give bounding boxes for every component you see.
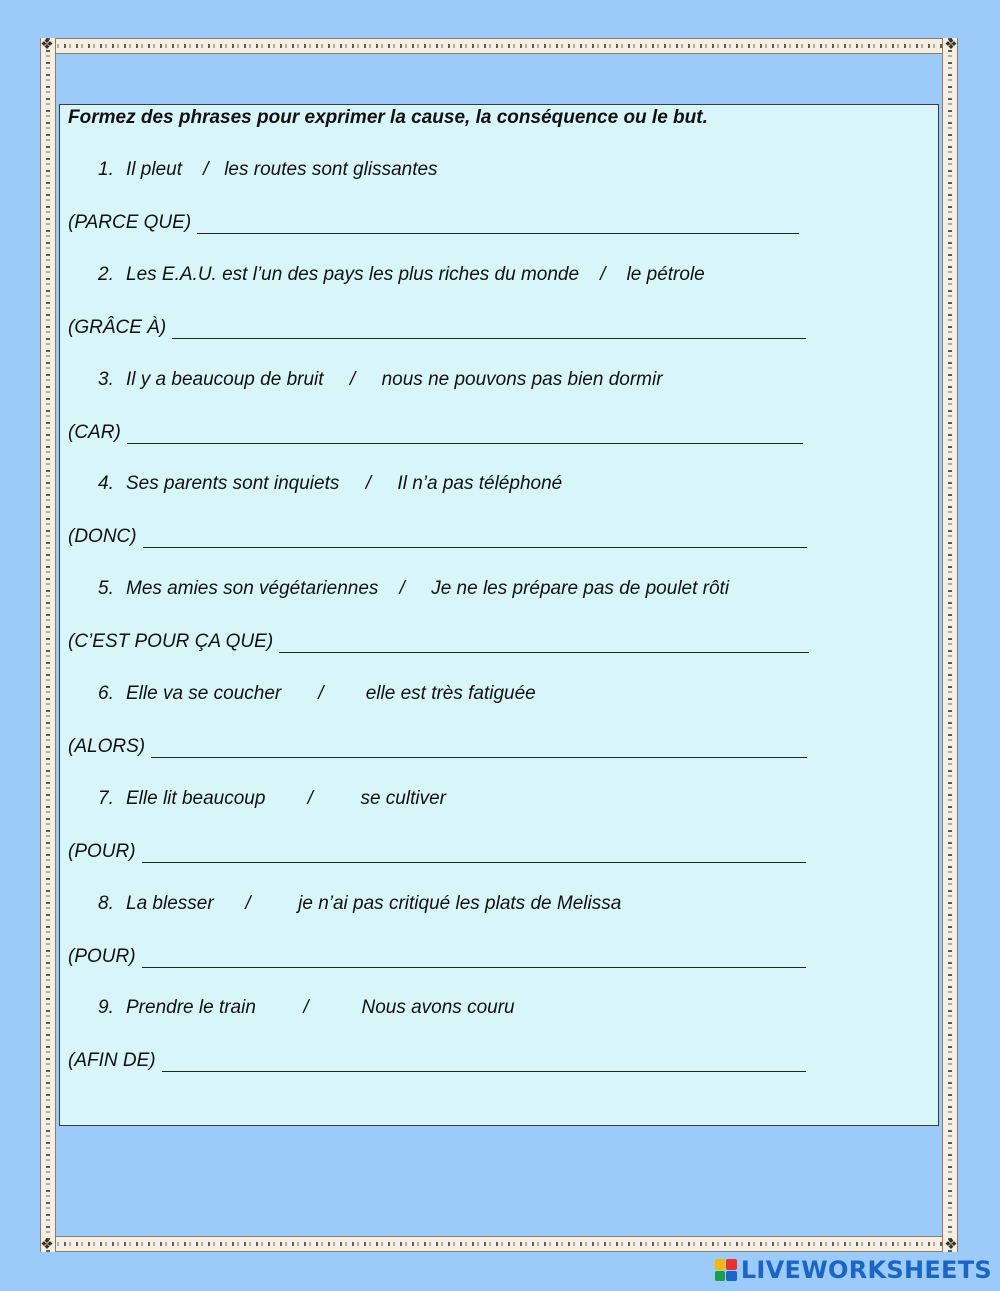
exercise-sentence <box>98 893 621 915</box>
exercise-number: 7. <box>98 787 114 809</box>
conjunction-label: (ALORS) <box>68 736 146 757</box>
conjunction-label: (GRÂCE À) <box>68 316 167 338</box>
exercise-sentence <box>98 683 536 705</box>
exercise-number: 1. <box>98 159 114 180</box>
logo-square <box>726 1271 737 1282</box>
exercise-sentence <box>98 473 562 495</box>
liveworksheets-logo <box>715 1256 992 1284</box>
exercise-number: 6. <box>98 683 114 704</box>
logo-text: LIVEWORKSHEETS <box>740 1256 992 1284</box>
exercise-sentence <box>98 788 446 810</box>
answer-input[interactable] <box>151 735 807 757</box>
exercise-item <box>68 997 928 1102</box>
exercise-sentence <box>98 369 663 391</box>
frame-border-right <box>942 38 958 1252</box>
answer-row <box>68 840 806 863</box>
conjunction-label: (PARCE QUE) <box>68 212 192 233</box>
answer-row <box>68 630 809 653</box>
answer-input[interactable] <box>142 945 806 967</box>
liveworksheets-logo-icon <box>715 1259 737 1281</box>
exercise-item <box>68 578 928 683</box>
exercise-item <box>68 683 928 788</box>
answer-input[interactable] <box>162 1049 806 1071</box>
exercise-prompt: La blesser / je n’ai pas critiqué les plats de Melissa <box>126 892 622 914</box>
exercise-prompt: Ses parents sont inquiets / Il n’a pas téléphoné <box>126 473 563 495</box>
frame-corner-ornament-icon: ❖ <box>40 36 54 53</box>
answer-input[interactable] <box>127 421 803 443</box>
answer-row <box>68 945 806 968</box>
answer-input[interactable] <box>143 525 807 547</box>
exercise-item <box>68 264 928 369</box>
conjunction-label: (C’EST POUR ÇA QUE) <box>68 631 274 653</box>
exercise-sentence <box>98 578 729 600</box>
answer-line <box>197 211 799 234</box>
frame-corner-ornament-icon: ❖ <box>944 36 958 53</box>
instruction-heading: Formez des phrases pour exprimer la cause, la conséquence ou le but. <box>68 107 708 128</box>
answer-row <box>68 735 807 758</box>
answer-input[interactable] <box>142 840 806 862</box>
exercise-sentence <box>98 997 515 1019</box>
exercise-prompt: Mes amies son végétariennes / Je ne les prépare pas de poulet rôti <box>126 578 730 600</box>
exercise-prompt: Les E.A.U. est l’un des pays les plus riches du monde / le pétrole <box>126 263 705 285</box>
exercise-item <box>68 473 928 578</box>
conjunction-label: (DONC) <box>68 526 137 548</box>
logo-square <box>715 1259 726 1270</box>
answer-line <box>143 525 807 548</box>
exercise-number: 5. <box>98 578 114 600</box>
exercise-prompt: Elle lit beaucoup / se cultiver <box>126 787 446 809</box>
exercise-prompt: Elle va se coucher / elle est très fatiguée <box>126 683 536 704</box>
exercise-prompt: Il pleut / les routes sont glissantes <box>126 159 438 180</box>
conjunction-label: (AFIN DE) <box>68 1050 156 1072</box>
exercise-number: 9. <box>98 997 114 1019</box>
logo-square <box>715 1271 726 1282</box>
conjunction-label: (CAR) <box>68 421 121 443</box>
answer-line <box>151 735 807 758</box>
conjunction-label: (POUR) <box>68 840 136 862</box>
answer-row <box>68 316 806 339</box>
answer-row <box>68 1049 806 1072</box>
answer-line <box>172 316 806 339</box>
frame-corner-ornament-icon: ❖ <box>944 1236 958 1253</box>
exercise-item <box>68 893 928 998</box>
answer-row <box>68 525 807 548</box>
exercise-item <box>68 369 928 474</box>
exercise-prompt: Il y a beaucoup de bruit / nous ne pouvons pas bien dormir <box>126 368 663 390</box>
answer-line <box>162 1049 806 1072</box>
exercise-sentence <box>98 159 438 181</box>
worksheet-box <box>59 104 939 1126</box>
answer-line <box>279 630 809 653</box>
conjunction-label: (POUR) <box>68 945 136 967</box>
frame-corner-ornament-icon: ❖ <box>40 1236 54 1253</box>
answer-row <box>68 211 799 234</box>
answer-input[interactable] <box>172 316 806 338</box>
exercise-sentence <box>98 264 705 286</box>
frame-border-bottom <box>40 1236 958 1252</box>
answer-row <box>68 421 803 444</box>
exercise-item <box>68 159 928 264</box>
exercise-number: 4. <box>98 473 114 495</box>
frame-border-top <box>40 38 958 54</box>
exercise-number: 3. <box>98 368 114 390</box>
frame-border-left <box>40 38 56 1252</box>
answer-line <box>142 840 806 863</box>
logo-square <box>726 1259 737 1270</box>
exercise-prompt: Prendre le train / Nous avons couru <box>126 997 515 1019</box>
answer-input[interactable] <box>197 211 799 233</box>
answer-line <box>142 945 806 968</box>
answer-line <box>127 421 803 444</box>
exercise-number: 2. <box>98 263 114 285</box>
answer-input[interactable] <box>279 630 809 652</box>
exercise-number: 8. <box>98 892 114 914</box>
exercise-item <box>68 788 928 893</box>
